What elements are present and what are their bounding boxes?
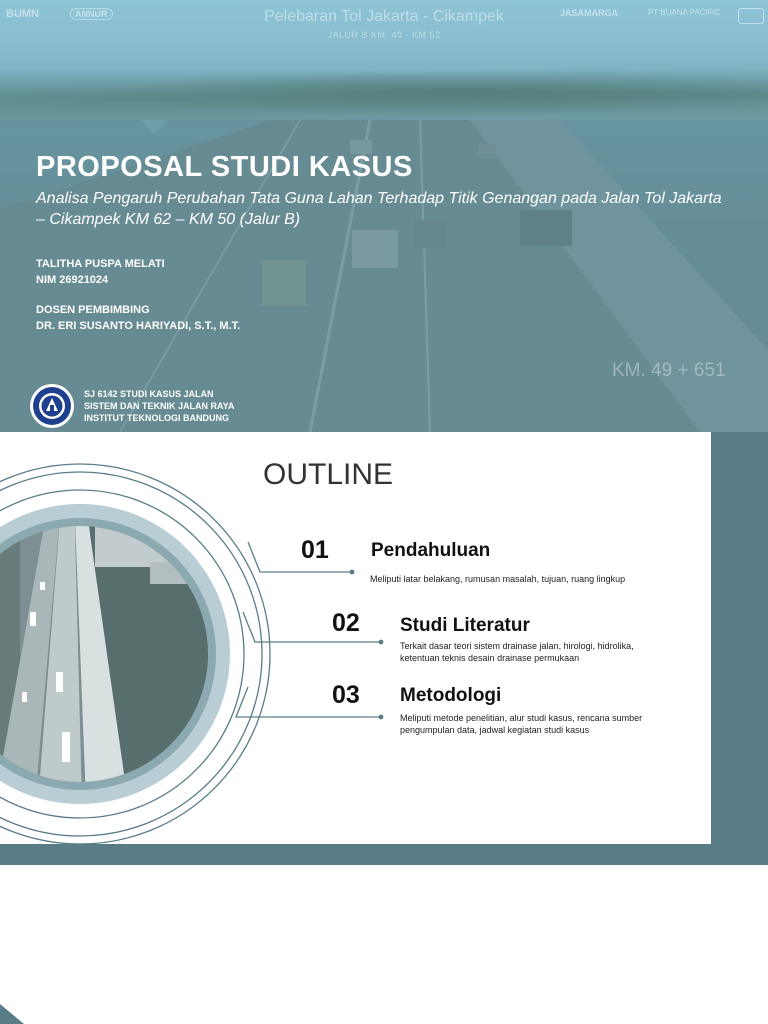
item-title: Metodologi (400, 685, 502, 706)
author-name: TALITHA PUSPA MELATI (36, 258, 165, 270)
institution-name: INSTITUT TEKNOLOGI BANDUNG (84, 413, 229, 423)
slide-title: PROPOSAL STUDI KASUS (36, 151, 413, 183)
item-title: Studi Literatur (400, 615, 530, 636)
jasamarga-logo: JASAMARGA (560, 8, 619, 18)
km-marker: KM. 49 + 651 (612, 360, 726, 381)
bumn-logo: BUMN (6, 8, 39, 20)
advisor-name: DR. ERI SUSANTO HARIYADI, S.T., M.T. (36, 320, 241, 332)
item-number: 02 (332, 609, 360, 637)
partner-logo-box (738, 8, 764, 24)
photo-header-subtitle: JALUR B KM. 49 - KM 62 (327, 30, 441, 40)
course-code: SJ 6142 STUDI KASUS JALAN (84, 389, 214, 399)
item-number: 03 (332, 681, 360, 709)
contractor-logo: PT BUANA PACIFIC (648, 8, 721, 17)
next-slide-corner (0, 1004, 24, 1024)
treeline-background (0, 62, 768, 122)
title-slide (0, 0, 768, 432)
program-name: SISTEM DAN TEKNIK JALAN RAYA (84, 401, 235, 411)
item-description: Meliputi latar belakang, rumusan masalah, tujuan, ruang lingkup (370, 574, 626, 584)
item-description: Terkait dasar teori sistem drainase jalan, hirologi, hidrolika, ketentuan teknis desain drainase permukaan (400, 641, 634, 663)
outline-title: OUTLINE (263, 458, 394, 491)
photo-header-title: Pelebaran Tol Jakarta - Cikampek (264, 8, 504, 25)
itb-logo-icon (29, 383, 75, 429)
item-description: Meliputi metode penelitian, alur studi kasus, rencana sumber pengumpulan data, jadwal kegiatan studi kasus (400, 713, 643, 735)
header-notch (140, 120, 168, 134)
author-nim: NIM 26921024 (36, 274, 109, 286)
outline-slide (0, 432, 768, 865)
item-number: 01 (301, 536, 329, 564)
advisor-label: DOSEN PEMBIMBING (36, 304, 150, 316)
slide-subtitle: Analisa Pengaruh Perubahan Tata Guna Lahan Terhadap Titik Genangan pada Jalan Tol Jakarta – Cikampek KM 62 – KM 50 (Jalur B) (36, 190, 722, 228)
partner-logo: ANNUR (70, 8, 113, 20)
item-title: Pendahuluan (371, 540, 491, 561)
